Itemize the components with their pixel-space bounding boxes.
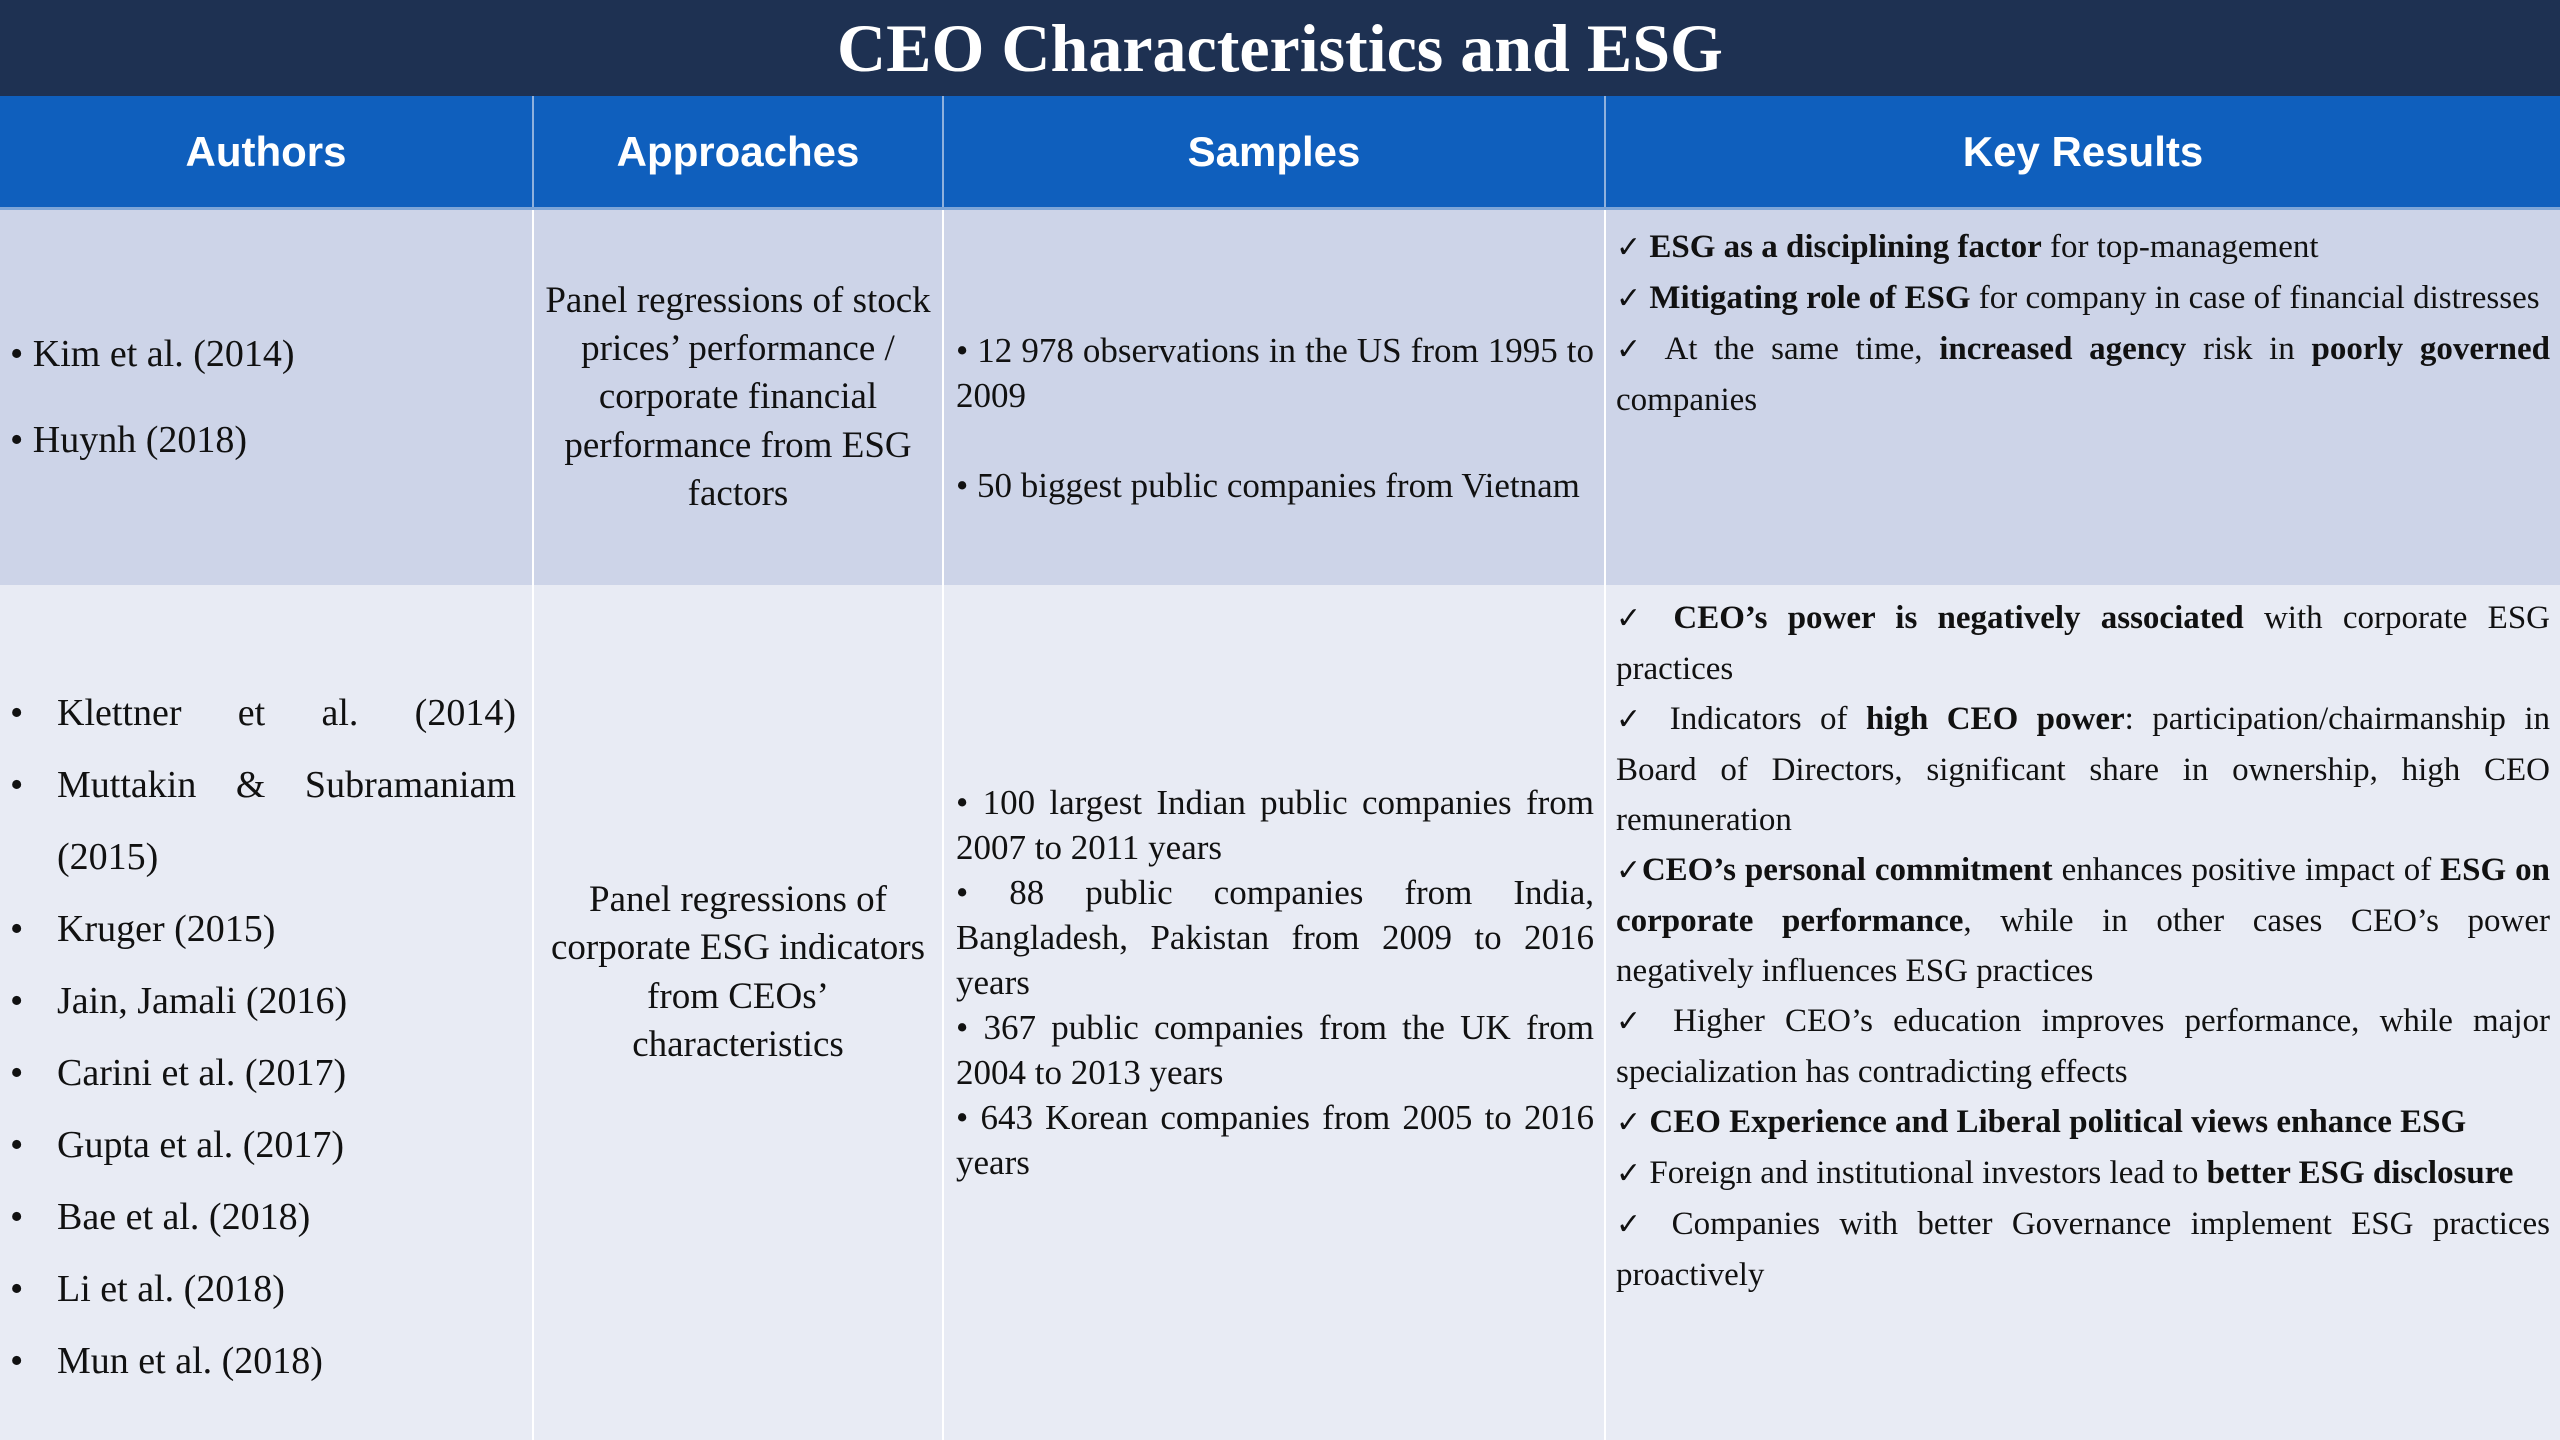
- header-key-results: Key Results: [1962, 127, 2204, 175]
- check-icon: ✓: [1616, 1106, 1642, 1139]
- header-authors: Authors: [0, 96, 534, 207]
- author-item: • Kim et al. (2014): [10, 333, 295, 376]
- author-item: • Jain, Jamali (2016): [10, 980, 348, 1022]
- result-item: ✓ CEO’s power is negatively associated with corporate ESG practices: [1616, 600, 2551, 687]
- table-row: [0, 210, 2560, 585]
- sample-item: • 12 978 observations in the US from 1995 to 2009: [956, 330, 1594, 415]
- check-icon: ✓: [1616, 1005, 1654, 1038]
- check-icon: ✓: [1616, 1157, 1642, 1190]
- page-title: CEO Characteristics and ESG: [837, 9, 1723, 86]
- author-item: • Klettner et al. (2014): [10, 692, 516, 734]
- check-icon: ✓: [1616, 703, 1652, 736]
- author-item: • Muttakin & Subramaniam (2015): [10, 764, 516, 878]
- result-item: ✓ Higher CEO’s education improves performance, while major specialization has contradicting effects: [1616, 1003, 2550, 1090]
- header-approaches: Approaches: [534, 96, 944, 207]
- sample-item: • 367 public companies from the UK from 2004 to 2013 years: [956, 1008, 1594, 1092]
- author-item: • Huynh (2018): [10, 418, 248, 461]
- author-item: • Li et al. (2018): [10, 1268, 285, 1310]
- check-icon: ✓: [1616, 333, 1650, 366]
- samples-cell: [944, 585, 1606, 1440]
- check-icon: ✓: [1616, 1208, 1653, 1241]
- check-icon: ✓: [1616, 282, 1642, 315]
- result-item: ✓ ESG as a disciplining factor for top-management: [1616, 229, 2319, 265]
- results-cell: [1606, 210, 2560, 585]
- results-cell: [1606, 585, 2560, 1440]
- result-item: ✓ Mitigating role of ESG for company in case of financial distresses: [1616, 280, 2540, 316]
- check-icon: ✓: [1616, 602, 1654, 635]
- sample-item: • 88 public companies from India, Bangladesh, Pakistan from 2009 to 2016 years: [956, 873, 1594, 1002]
- authors-cell: [0, 585, 534, 1440]
- result-item: ✓ Companies with better Governance implement ESG practices proactively: [1616, 1206, 2551, 1293]
- result-item: ✓ Foreign and institutional investors lead to better ESG disclosure: [1616, 1155, 2514, 1191]
- table-header: [0, 96, 2560, 210]
- check-icon: ✓: [1616, 854, 1642, 887]
- result-item: ✓CEO’s personal commitment enhances positive impact of ESG on corporate performance, while in other cases CEO’s power negatively influences ESG practices: [1616, 852, 2550, 989]
- approach-cell: [534, 585, 944, 1440]
- author-item: • Mun et al. (2018): [10, 1340, 323, 1382]
- authors-cell: [0, 210, 534, 585]
- author-item: • Bae et al. (2018): [10, 1196, 311, 1238]
- result-item: ✓ CEO Experience and Liberal political views enhance ESG: [1616, 1104, 2467, 1140]
- approach-text: Panel regressions of stock prices’ performance / corporate financial performance from ESG factors: [545, 280, 931, 514]
- author-item: • Kruger (2015): [10, 908, 276, 950]
- sample-item: • 100 largest Indian public companies from 2007 to 2011 years: [956, 783, 1594, 867]
- sample-item: • 50 biggest public companies from Vietnam: [956, 465, 1580, 505]
- samples-cell: [944, 210, 1606, 585]
- approach-cell: [534, 210, 944, 585]
- result-item: ✓ At the same time, increased agency risk in poorly governed companies: [1616, 331, 2551, 418]
- title-bar: [0, 0, 2560, 96]
- result-item: ✓ Indicators of high CEO power: participation/chairmanship in Board of Directors, significant share in ownership, high CEO remuneration: [1616, 701, 2550, 838]
- header-samples: Samples: [944, 96, 1606, 207]
- author-item: • Gupta et al. (2017): [10, 1124, 345, 1166]
- approach-text: Panel regressions of corporate ESG indicators from CEOs’ characteristics: [551, 879, 925, 1065]
- author-item: • Carini et al. (2017): [10, 1052, 347, 1094]
- sample-item: • 643 Korean companies from 2005 to 2016 years: [956, 1098, 1594, 1182]
- table-row: [0, 585, 2560, 1440]
- check-icon: ✓: [1616, 231, 1642, 264]
